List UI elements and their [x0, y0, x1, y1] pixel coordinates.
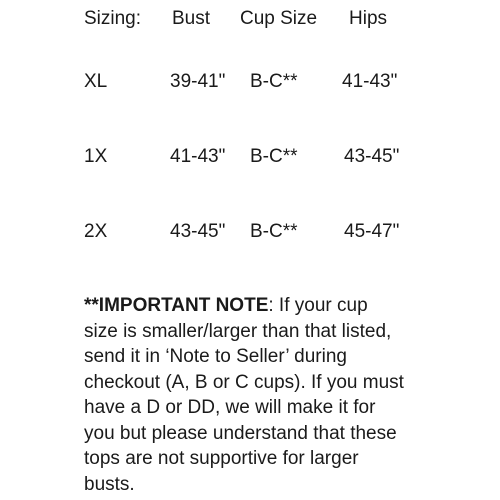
- bust-value-xl: 39-41": [170, 71, 226, 92]
- hips-value-1x: 43-45": [344, 146, 400, 167]
- header-cup-size: Cup Size: [240, 8, 318, 29]
- size-label-2x: 2X: [84, 221, 108, 242]
- important-note-heading: **IMPORTANT NOTE: [84, 295, 269, 316]
- hips-value-xl: 41-43": [342, 71, 398, 92]
- header-hips: Hips: [349, 8, 388, 29]
- important-note-body: : If your cup size is smaller/larger than that listed, send it in ‘Note to Seller’ during checkout (A, B or C cups). If you must have a D or DD, we will make it for you but please understand that these tops are not supportive for larger busts.: [84, 295, 404, 495]
- header-sizing: Sizing:: [84, 8, 142, 29]
- bust-value-1x: 41-43": [170, 146, 226, 167]
- size-label-xl: XL: [84, 71, 108, 92]
- hips-value-2x: 45-47": [344, 221, 400, 242]
- header-bust: Bust: [172, 8, 211, 29]
- bust-value-2x: 43-45": [170, 221, 226, 242]
- cup-value-xl: B-C**: [250, 71, 298, 92]
- cup-value-1x: B-C**: [250, 146, 298, 167]
- size-label-1x: 1X: [84, 146, 108, 167]
- important-note: [84, 293, 414, 497]
- cup-value-2x: B-C**: [250, 221, 298, 242]
